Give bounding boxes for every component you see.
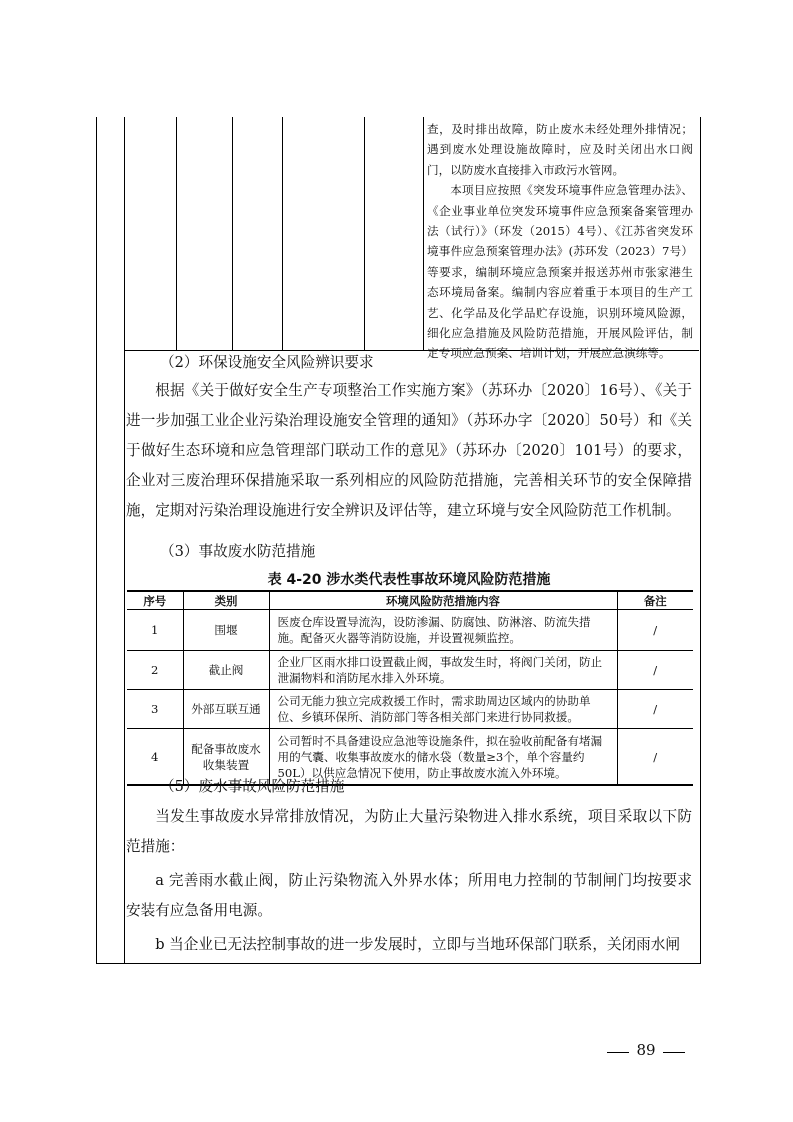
header-measure: 环境风险防范措施内容 [269,591,617,610]
cell-category: 配备事故废水收集装置 [183,729,269,786]
table-row [127,690,693,729]
cell-note: / [617,729,693,786]
page-number: 89 [636,1041,656,1059]
table-title: 表 4-20 涉水类代表性事故环境风险防范措施 [267,572,551,588]
section-2-body: 根据《关于做好安全生产专项整治工作实施方案》（苏环办〔2020〕16号）、《关于进一步加强工业企业污染治理设施安全管理的通知》（苏环办字〔2020〕50号）和《关于做好生态环境和应急管理部门联动工作的意见》（苏环办〔2020〕101号）的要求，企业对三废治理环保措施采取一系列相应的风险防范措施，完善相关环节的安全保障措施，定期对污染治理设施进行安全辨识及评估等，建立环境与安全风险防范工作机制。 [126,382,692,519]
cell-paragraph-2: 本项目应按照《突发环境事件应急管理办法》、《企业事业单位突发环境事件应急预案备案管理办法（试行）》（环发（2015）4号）、《江苏省突发环境事件应急预案管理办法》(苏环发（2023）7号）等要求，编制环境应急预案并报送苏州市张家港生态环境局备案。编制内容应着重于本项目的生产工艺、化学品及化学品贮存设施，识别环境风险源，细化应急措施及风险防范措施，开展风险评估，制定专项应急预案、培训计划，开展应急演练等。 [427,183,693,361]
header-category: 类别 [183,591,269,610]
page-number-dash-right [663,1052,685,1053]
col-line-2 [176,117,177,350]
cell-category: 围堰 [183,610,269,651]
cell-note: / [617,610,693,651]
section-5-item-b: b 当企业已无法控制事故的进一步发展时，立即与当地环保部门联系，关闭雨水闸 [155,936,680,953]
cell-note: / [617,651,693,690]
col-line-6 [423,117,424,350]
table-header-row [127,591,693,610]
cell-category: 截止阀 [183,651,269,690]
cell-no: 3 [127,690,183,729]
cell-no: 2 [127,651,183,690]
section-2-heading: （2）环保设施安全风险辨识要求 [160,354,374,371]
section-5-intro: 当发生事故废水异常排放情况，为防止大量污染物进入排水系统，项目采取以下防范措施： [126,808,692,855]
risk-cell-text [427,119,693,364]
header-note: 备注 [617,591,693,610]
col-line-4 [282,117,283,350]
cell-note: / [617,690,693,729]
risk-measures-table [127,590,693,786]
table-row [127,610,693,651]
cell-category: 外部互联互通 [183,690,269,729]
cell-measure: 企业厂区雨水排口设置截止阀，事故发生时，将阀门关闭，防止泄漏物料和消防尾水排入外环境。 [269,651,617,690]
header-no: 序号 [127,591,183,610]
col-line-5 [364,117,365,350]
table-row [127,651,693,690]
col-line-3 [232,117,233,350]
section-3-heading: （3）事故废水防范措施 [160,543,316,560]
cell-measure: 公司暂时不具备建设应急池等设施条件，拟在验收前配备有堵漏用的气囊、收集事故废水的储水袋（数量≥3个，单个容量约50L）以供应急情况下使用，防止事故废水流入外环境。 [269,729,617,786]
cell-no: 4 [127,729,183,786]
col-line-1 [124,117,125,963]
cell-paragraph-1: 查，及时排出故障，防止废水未经处理外排情况；遇到废水处理设施故障时，应及时关闭出水口阀门，以防废水直接排入市政污水管网。 [427,122,693,177]
section-5-item-a: a 完善雨水截止阀，防止污染物流入外界水体；所用电力控制的节制闸门均按要求安装有应急备用电源。 [126,872,692,919]
cell-measure: 医废仓库设置导流沟，设防渗漏、防腐蚀、防淋溶、防流失措施。配备灭火器等消防设施，并设置视频监控。 [269,610,617,651]
cell-no: 1 [127,610,183,651]
cell-measure: 公司无能力独立完成救援工作时，需求助周边区域内的协助单位、乡镇环保所、消防部门等各相关部门来进行协同救援。 [269,690,617,729]
section-5-heading: （5）废水事故风险防范措施 [160,778,345,795]
